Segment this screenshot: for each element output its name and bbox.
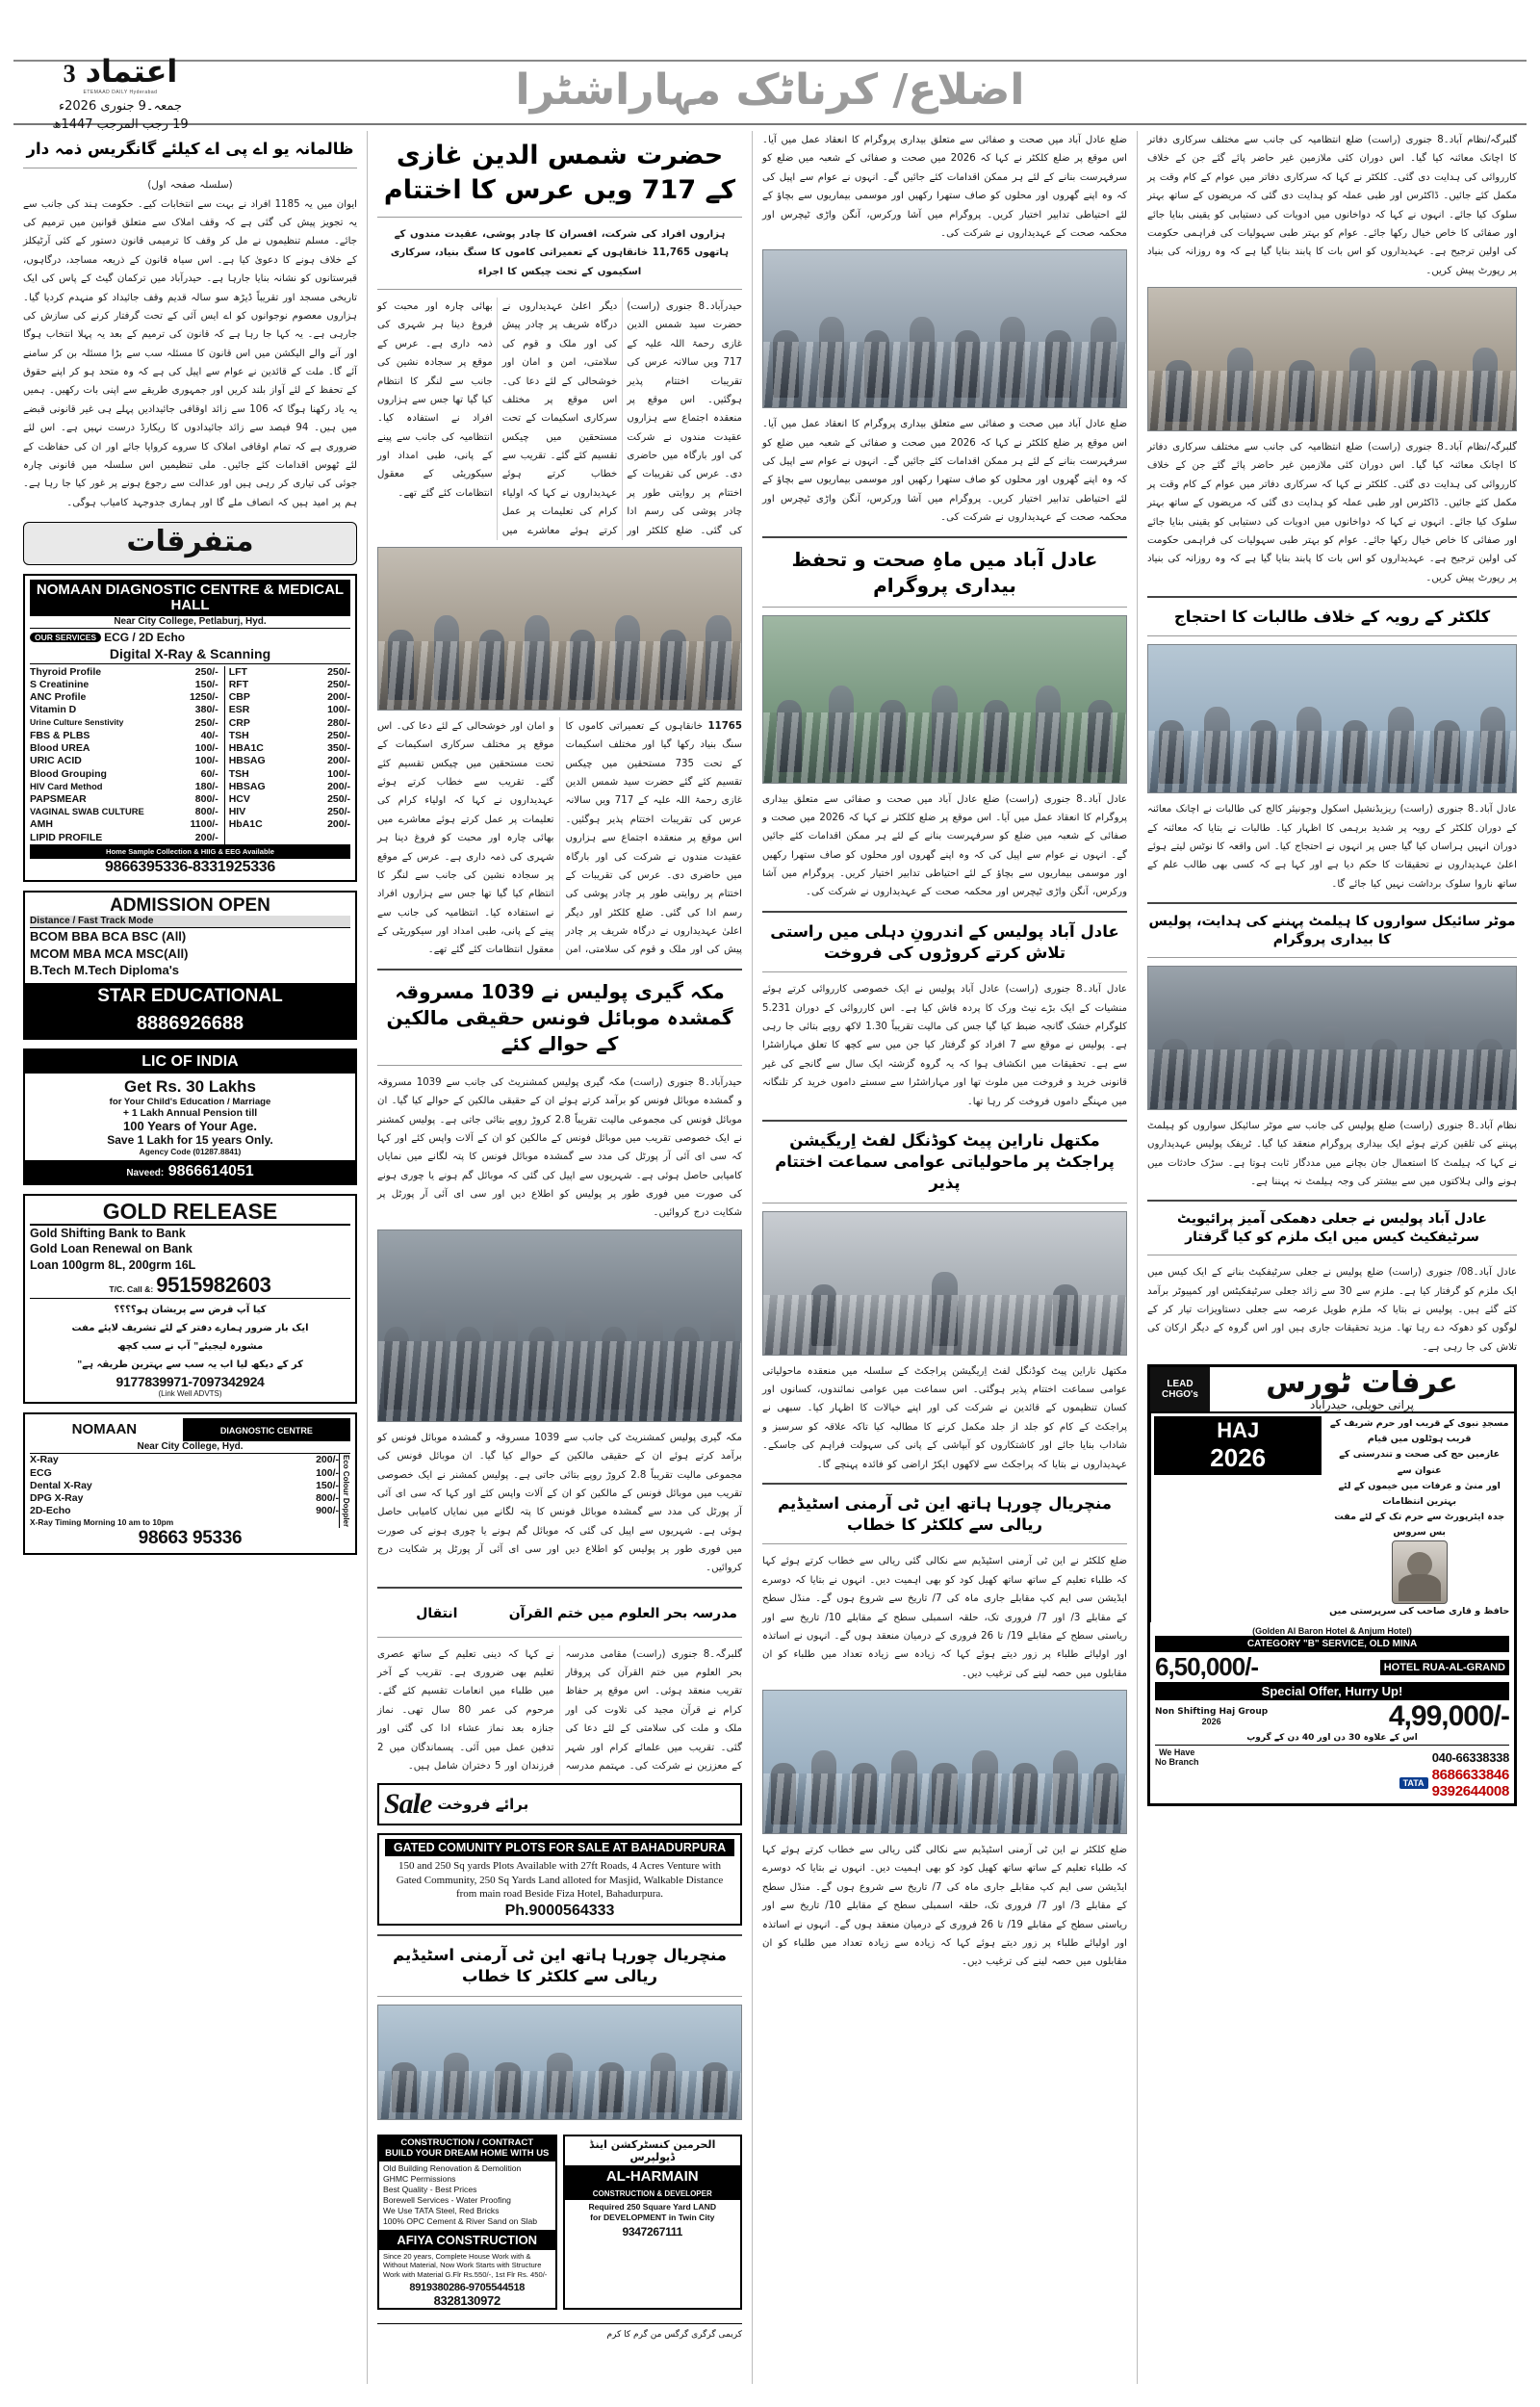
afiya-items [379,2161,555,2230]
tagline-5: حافظ و قاری صاحب کی سرپرستی میں [1329,1606,1510,1618]
nomaan-price-list-right [224,666,350,844]
dateline-urs: حیدرآباد۔8 جنوری (راست) [627,301,742,312]
subhead-urs: ہزاروں افراد کی شرکت، افسران کا چادر پوشی، عقیدت مندوں کے ہاتھوں 11,765 خانقاہوں کے تعمیراتی کاموں کا سنگ بنیاد، سرکاری اسکیموں کے تحت چیکس کا اجراء [390,228,730,277]
ad-gold-release[interactable] [23,1194,357,1404]
gold-title: GOLD RELEASE [30,1200,350,1226]
gold-agency: (Link Well ADVTS) [158,1389,222,1399]
p0v: 250/- [194,665,218,678]
column-center-left [368,131,753,2384]
arafat-brand-sub: پرانی حویلی، حیدرآباد [1310,1397,1414,1411]
collector-top-body: گلبرگہ/نظام آباد۔8 جنوری (راست) ضلع انتظامیہ کی جانب سے مختلف سرکاری دفاتر کا اچانک معائنہ کیا گیا۔ اس دوران کئی ملازمین غیر حاضر پائے گئے جن کے خلاف کارروائی کی ہدایت دی گئی۔ کلکٹر نے کہا کہ سرکاری دفاتر میں عوام کے کام وقت پر مکمل کئے جائیں۔ ڈاکٹرس اور طبی عملہ کو ہدایت دی گئی کہ مریضوں کے ساتھ بہتر سلوک کیا جائے۔ انہوں نے کہا کہ دواخانوں میں ادویات کی دستیابی کو یقینی بنایا جائے اور صفائی کا خاص خیال رکھا جائے۔ عوام کو بہتر طبی سہولیات کی فراہمی حکومت کی اولین ترجیح ہے۔ عہدیداروں کو اس بات کا پابند بنایا گیا ہے کہ وہ روزانہ کی بنیاد پر رپورٹ پیش کریں۔ [1147,135,1517,276]
hotel-line: (Golden Al Baron Hotel & Anjum Hotel) [1252,1626,1412,1637]
ad-gated-community[interactable] [377,1833,742,1926]
r10v: 250/- [327,792,350,805]
chgo-label: CHGO's [1162,1389,1198,1401]
gold-phone[interactable]: 9515982603 [156,1273,271,1298]
p2k: ANC Profile [30,691,87,704]
r5k: TSH [228,729,249,741]
r3v: 100/- [327,704,350,716]
p9k: HIV Card Method [30,780,103,791]
body-mini-stadium-cont: ضلع کلکٹر نے این ٹی آرمنی اسٹیڈیم سے نکالی گئی ریالی سے خطاب کرتے ہوئے کہا کہ طلباء تعلیم کے ساتھ ساتھ کھیل کود کو بھی اہمیت دیں۔ انہوں نے بتایا کہ دوسرے ایڈیشن سی ایم کپ مقابلے جاری ماہ کی 7/ تاریخ سے شروع ہوں گے۔ منڈل سطح کے مقابلے 3/ اور 7/ فروری تک، حلقہ اسمبلی سطح کے مقابلے 10/ تاریخ سے اور ریاستی سطح کے مقابلے 19/ تا 26 فروری کے درمیان منعقد ہوں گے۔ انہوں نے اساتذہ اور اولیائے طلباء پر زور دیتے ہوئے کہا کہ زیادہ سے زیادہ تعداد میں طلباء کو ان مقابلوں میں حصہ لینے کی ترغیب دیں۔ [762,1845,1127,1968]
arafat-lead-badge [1150,1367,1210,1411]
tagline-2: عازمین حج کی صحت و تندرستی کے عنوان سے [1339,1449,1501,1476]
divider [377,217,742,218]
column-center-right [753,131,1138,2384]
lic-line-2: for Your Child's Education / Marriage [109,1097,271,1108]
p10v: 800/- [194,792,218,805]
divider [377,969,742,971]
lic-line-1: Get Rs. 30 Lakhs [123,1077,256,1097]
headline-mini-stadium: منچریال چورہا ہاتھ این ٹی آرمنی اسٹیڈیم ریالی سے کلکٹر کا خطاب [778,1493,1112,1535]
arafat-brand [1210,1367,1514,1411]
divider [762,1203,1127,1204]
alharmain-sub: CONSTRUCTION & DEVELOPER [565,2187,741,2200]
divider [377,1637,742,1638]
p13k: LIPID PROFILE [30,831,103,843]
gold-urdu-1: کیا آپ قرض سے پریشان ہو؟؟؟؟ [114,1305,267,1316]
collector-top-body-cont: گلبرگہ/نظام آباد۔8 جنوری (راست) ضلع انتظامیہ کی جانب سے مختلف سرکاری دفاتر کا اچانک معائنہ کیا گیا۔ اس دوران کئی ملازمین غیر حاضر پائے گئے جن کے خلاف کارروائی کی ہدایت دی گئی۔ کلکٹر نے کہا کہ سرکاری دفاتر میں عوام کے کام وقت پر مکمل کئے جائیں۔ ڈاکٹرس اور طبی عملہ کو ہدایت دی گئی کہ مریضوں کے ساتھ بہتر سلوک کیا جائے۔ انہوں نے کہا کہ دواخانوں میں ادویات کی دستیابی کو یقینی بنایا جائے اور صفائی کا خاص خیال رکھا جائے۔ عوام کو بہتر طبی سہولیات کی فراہمی حکومت کی اولین ترجیح ہے۔ عہدیداروں کو اس بات کا پابند بنایا گیا ہے کہ وہ روزانہ کی بنیاد پر رپورٹ پیش کریں۔ [1147,442,1517,583]
photo-stadium-rally [762,1690,1127,1834]
n2-2k: Dental X-Ray [30,1479,92,1491]
alharmain-req2: for DEVELOPMENT in Twin City [590,2213,715,2223]
ad-nomaan-diagnostic-main[interactable] [23,574,357,882]
urs-stat-text: خانقاہوں کے تعمیراتی کاموں کا سنگ بنیاد رکھا گیا اور مختلف اسکیمات کے تحت 735 مستحقین میں چیکس تقسیم کئے گئے [565,720,742,788]
divider [762,536,1127,538]
body-urs-top [377,298,742,540]
arafat-phone-3[interactable]: 9392644008 [1431,1783,1509,1800]
nomaan-address: Near City College, Petlaburj, Hyd. [30,616,350,629]
alharmain-req: Required 250 Square Yard LAND [588,2201,717,2212]
arafat-year: 2026 [1201,1717,1221,1727]
admission-mode: Distance / Fast Track Mode [30,916,350,928]
headline-collector-protest: کلکٹر کے رویہ کے خلاف طالبات کا احتجاج [1173,608,1491,626]
p6k: Blood UREA [30,742,90,755]
afiya-phone-2[interactable]: 8328130972 [433,2293,500,2309]
masthead-rule [13,60,1527,62]
date-hijri: 19 رجب المرجب 1447ھ [52,117,189,132]
p6v: 100/- [194,742,218,755]
divider [1147,596,1517,598]
arafat-header [1150,1367,1514,1413]
hotel-2: HOTEL RUA-AL-GRAND [1380,1660,1509,1675]
n2-1v: 100/- [316,1466,339,1479]
n2-3v: 800/- [316,1492,339,1504]
afiya-brand-sub: Since 20 years, Complete House Work with & Without Material, Now Work Starts with Structure Work with Material G.Flr Rs.550/-, 1st Flr Rs. 450/- [383,2251,548,2280]
r9v: 200/- [327,780,350,792]
p8v: 60/- [200,767,218,780]
branch-line-1: We Have [1159,1747,1195,1758]
gold-line-1: Gold Shifting Bank to Bank [30,1226,186,1240]
afiya-item-5: 100% OPC Cement & River Sand on Slab [383,2216,538,2227]
dateline-ganja: عادل آباد۔8 جنوری (راست) [1005,984,1127,996]
photo-office-inspection [1147,287,1517,431]
nomaan2-phone[interactable]: 98663 95336 [138,1528,243,1549]
headline-awareness: عادل آباد میں ماہِ صحت و تحفظ بیداری پروگرام [791,547,1098,597]
price-main: 6,50,000/- [1155,1652,1259,1682]
obituary-heading: انتقال [416,1605,458,1621]
nomaan2-side-text: Eco Colour Doppler [339,1454,350,1528]
body-urs-cont [377,717,742,960]
n2-4v: 900/- [316,1505,339,1517]
photo-awareness-program [762,615,1127,784]
gated-body: 150 and 250 Sq yards Plots Available with 27ft Roads, 4 Acres Venture with Gated Community, 250 Sq Yards Land alloted for Masjid, Walkable Distance from main road Beside Fiza Hotel, Bahadurpura. [396,1860,724,1900]
body-helmet-awareness: نظام آباد۔8 جنوری (راست) ضلع پولیس کی جانب سے موٹر سائیکل سواروں کو ہیلمٹ پہننے کی تلقین کرتے ہوئے ایک بیداری پروگرام منعقد کیا گیا۔ ٹریفک پولیس عہدیداروں نے کہا کہ ہیلمٹ کا استعمال جان بچانے میں مددگار ثابت ہوتا ہے۔ سڑک حادثات میں ہونے والی ہلاکتوں میں سے بیشتر کی وجہ ہیلمٹ نہ پہننا ہے۔ [1147,1120,1517,1188]
intro-election-body-2: ضلع عادل آباد میں صحت و صفائی سے متعلق بیداری پروگرام کا انعقاد عمل میں آیا۔ اس موقع پر ضلع کلکٹر نے کہا کہ 2026 میں صحت و صفائی کے شعبہ میں ضلع کو سرفہرست بنانے کے لئے ہر ممکن اقدامات کئے جائیں گے۔ انہوں نے عوام سے اپیل کی کہ وہ اپنے گھروں اور محلوں کو صاف ستھرا رکھیں اور موسمی بیماریوں سے بچاؤ کے لئے احتیاطی تدابیر اختیار کریں۔ پروگرام میں آشا ورکرس، آنگن واڑی ٹیچرس اور محکمہ صحت کے عہدیداروں نے شرکت کی۔ [762,419,1127,524]
construction-ads-row [377,2127,742,2317]
r5v: 250/- [327,729,350,741]
afiya-item-4: We Use TATA Steel, Red Bricks [383,2206,500,2216]
headline-police-mobiles: مکہ گیری پولیس نے 1039 مسروقہ گمشدہ موبائل فونس حقیقی مالکین کے حوالے کئے [386,979,733,1055]
r11v: 250/- [327,806,350,818]
nomaan2-title2-text: DIAGNOSTIC CENTRE [219,1426,313,1436]
big-price: 4,99,000/- [1388,1700,1509,1733]
text-urs: حضرت سید شمس الدین غازی رحمۃ اللہ علیہ کے 717 ویں سالانہ عرس کی تقریبات اختتام پذیر ہوگئیں۔ اس موقع پر منعقدہ اجتماع سے ہزاروں عقیدت مندوں نے شرکت کی اور بارگاہ میں حاضری دی۔ عرس کی تقریبات کے اختتام پر روایتی طور پر چادر پوشی کی رسم ادا کی گئی۔ ضلع کلکٹر اور دیگر اعلیٰ عہدیداروں نے درگاہ شریف پر چادر پیش کی اور ملک و قوم کی سلامتی، امن و امان اور خوشحالی کے لئے دعا کی۔ اس موقع پر مختلف سرکاری اسکیمات کے تحت مستحقین میں چیکس تقسیم کئے گئے۔ تقریب سے خطاب کرتے ہوئے عہدیداروں نے کہا کہ اولیاء کرام کی تعلیمات پر عمل کرتے ہوئے معاشرے میں بھائی چارہ اور محبت کو فروغ دینا ہر شہری کی ذمہ داری ہے۔ عرس کے موقع پر سجادہ نشین کی جانب سے لنگر کا انتظام کیا گیا تھا جس سے ہزاروں افراد نے استفادہ کیا۔ انتظامیہ کی جانب سے پینے کے پانی، طبی امداد اور سیکوریٹی کے معقول انتظامات کئے گئے تھے۔ [377,301,742,536]
body-waqf-protest: ایوان میں یہ 1185 افراد نے بہت سے انتخابات کیے۔ حکومت ہند کی جانب سے یہ تجویز پیش کی گئی ہے کہ وقف املاک سے متعلق قوانین میں ترمیم کی جائے۔ مسلم تنظیموں نے مل کر وقف کا ترمیمی قانون دستور کے کئی آرٹیکلز کے خلاف ہونے کا دعویٰ کیا ہے۔ اس سیاہ قانون کے ذریعہ مساجد، درگاہوں، قبرستانوں کو نشانہ بنایا جارہا ہے۔ حیدرآباد میں ترکمان گیٹ کے پاس کی ایک تاریخی مسجد اور تقریباً ڈیڑھ سو سالہ قدیم وقف جائیداد کو منہدم کردیا گیا۔ ہزاروں معصوم نوجوانوں کو اے ایس آئی کے تحت گرفتار کرنے کی سازش کی جارہی ہے۔ یہ کہا جا رہا ہے کہ قانون کی ترمیم کے بعد یہ پہلا انتخاب ہوگا اور آنے والے الیکشن میں اس قانون کا مسئلہ سب سے بڑا مسئلہ بن کر سامنے آئے گا۔ ملت کے قائدین نے عوام سے اپیل کی ہے کہ وہ متحد ہو کر اپنے حقوق کے تحفظ کے لئے آواز بلند کریں اور جمہوری طریقے سے اپنی بات رکھیں۔ ہمیں یہ یاد رکھنا ہوگا کہ 106 سے زائد اوقافی جائیدادیں پہلے ہی غیر قانونی قبضے میں ہیں۔ 94 فیصد سے زائد جائیدادوں کا ریکارڈ درست نہیں ہے۔ اس لئے ضروری ہے کہ تمام اوقافی املاک کا سروے کروایا جائے اور ان کی حفاظت کے لئے ٹھوس اقدامات کئے جائیں۔ ملی تنظیمیں اس سلسلہ میں قانونی چارہ جوئی کی تیاری کر رہی ہیں اور عدالت سے رجوع ہونے پر غور کیا جا رہا ہے۔ ہم پر امید ہیں کہ انصاف ملے گا اور ہماری جدوجہد کامیاب ہوگی۔ [23,198,358,508]
photo-public-hearing [762,1211,1127,1356]
nomaan-title: NOMAAN DIAGNOSTIC CENTRE & MEDICAL HALL [30,580,350,616]
headline-fake-certificate: عادل آباد پولیس نے جعلی دھمکی آمیز پرائیویٹ سرٹیفکیٹ کیس میں ایک ملزم کو کیا گرفتار [1177,1211,1487,1246]
nonshifting-label: Non Shifting Haj Group [1155,1707,1269,1718]
p7k: URIC ACID [30,755,82,767]
p11v: 800/- [194,806,218,818]
body-police-mobiles-cont: مکہ گیری پولیس کمشنریٹ کی جانب سے 1039 مسروقہ و گمشدہ موبائل فونس کو برآمد کرتے ہوئے ان کے حقیقی مالکین کے حوالے کیا گیا۔ ان موبائل فونس کی مجموعی مالیت تقریباً 2.8 کروڑ روپے بتائی جاتی ہے۔ پولیس کمشنر نے ایک خصوصی تقریب میں موبائل فونس کے مالکین کو ان کے آلات واپس کئے اور کہا کہ سی ای آئی آر پورٹل کی مدد سے گمشدہ موبائل فونس کا پتہ لگانے میں نمایاں کامیابی حاصل ہوئی ہے۔ شہریوں سے اپیل کی گئی کہ موبائل گم ہونے یا چوری ہونے کی صورت میں فوری طور پر پولیس کو اطلاع دیں اور سی ای آئی آر پورٹل پر شکایت درج کروائیں۔ [377,1432,743,1574]
body-police-mobiles [377,1074,742,1223]
body-awareness [762,790,1127,902]
admission-brand: STAR EDUCATIONAL [25,983,355,1010]
afiya-phone-1[interactable]: 8919380286-9705544518 [409,2282,526,2294]
text-urs-2: حضرت سید شمس الدین غازی رحمۃ اللہ علیہ کے 717 ویں سالانہ عرس کی تقریبات اختتام پذیر ہوگئیں۔ اس موقع پر منعقدہ اجتماع سے ہزاروں عقیدت مندوں نے شرکت کی اور بارگاہ میں حاضری دی۔ عرس کی تقریبات کے اختتام پر روایتی طور پر چادر پوشی کی رسم ادا کی گئی۔ ضلع کلکٹر اور دیگر اعلیٰ عہدیداروں نے درگاہ شریف پر چادر پیش کی اور ملک و قوم کی سلامتی، امن و امان اور خوشحالی کے لئے دعا کی۔ اس موقع پر مختلف سرکاری اسکیمات کے تحت مستحقین میں چیکس تقسیم کئے گئے۔ تقریب سے خطاب کرتے ہوئے عہدیداروں نے کہا کہ اولیاء کرام کی تعلیمات پر عمل کرتے ہوئے معاشرے میں بھائی چارہ اور محبت کو فروغ دینا ہر شہری کی ذمہ داری ہے۔ عرس کے موقع پر سجادہ نشین کی جانب سے لنگر کا انتظام کیا گیا تھا جس سے ہزاروں افراد نے استفادہ کیا۔ انتظامیہ کی جانب سے پینے کے پانی، طبی امداد اور سیکوریٹی کے معقول انتظامات کئے گئے تھے۔ [377,720,742,956]
p12k: AMH [30,818,53,831]
p13v: 200/- [194,831,218,843]
r2k: CBP [228,691,250,704]
category-label: CATEGORY "B" SERVICE, OLD MINA [1155,1636,1509,1652]
p8k: Blood Grouping [30,767,107,780]
lic-phone[interactable]: 9866614051 [167,1163,254,1180]
r11k: HIV [228,806,246,818]
lic-line-3: + 1 Lakh Annual Pension till [122,1107,258,1120]
lic-title: LIC OF INDIA [25,1050,355,1074]
dateline-police: حیدرآباد۔8 جنوری (راست) [629,1076,742,1088]
publication-logo: اعتماد [85,53,178,90]
body-lift-irrigation: مکتھل ناراین پیٹ کوڈنگل لفٹ اِریگیشن پراجکٹ کے سلسلہ میں منعقدہ ماحولیاتی عوامی سماعت اختتام پذیر ہوگئی۔ اس سماعت میں عوامی نمائندوں، کسانوں اور کسان تنظیموں کے قائدین نے شرکت کی اور اپنے خیالات کا اظہار کیا۔ سبھی نے پراجکٹ کے کام کو جلد از جلد مکمل کرنے کا مطالبہ کیا تاکہ علاقہ کو سرسبز و شاداب بنایا جائے اور کاشتکاروں کو آبپاشی کے پانی کی سہولت فراہم کی جاسکے۔ عہدیداروں نے بتایا کہ پراجکٹ سے لاکھوں ایکڑ اراضی کو فائدہ پہنچے گا۔ [762,1365,1127,1470]
alharmain-urdu: الحرمین کنسٹرکشن اینڈ ڈیولپرس [589,2137,716,2163]
masthead [13,17,1527,132]
text-police: مکہ گیری پولیس کمشنریٹ کی جانب سے 1039 مسروقہ و گمشدہ موبائل فونس کو برآمد کرتے ہوئے ان کے حقیقی مالکین کے حوالے کیا گیا۔ ان موبائل فونس کی مجموعی مالیت تقریباً 2.8 کروڑ روپے بتائی جاتی ہے۔ پولیس کمشنر نے ایک خصوصی تقریب میں موبائل فونس کے مالکین کو ان کے آلات واپس کئے اور کہا کہ سی ای آئی آر پورٹل کی مدد سے گمشدہ موبائل فونس کا پتہ لگانے میں نمایاں کامیابی حاصل ہوئی ہے۔ شہریوں سے اپیل کی گئی کہ موبائل گم ہونے یا چوری ہونے کی صورت میں فوری طور پر پولیس کو اطلاع دیں اور سی ای آئی آر پورٹل پر شکایت درج کروائیں۔ [377,1076,742,1219]
r7k: HBSAG [228,755,266,767]
sale-urdu: برائے فروخت [437,1795,529,1813]
gated-phone[interactable]: Ph.9000564333 [504,1902,615,1920]
ad-lic-of-india[interactable] [23,1048,357,1185]
gold-line-2: Gold Loan Renewal on Bank [30,1242,192,1256]
headline-waqf-protest: ظالمانہ یو اے پی اے کیلئے گانگریس ذمہ دار [26,140,354,158]
p10k: PAPSMEAR [30,792,87,805]
gold-urdu-3: مشورہ لیجیئے" آپ نے سب کچھ [116,1341,264,1353]
r9k: HBSAG [228,780,266,792]
special-offer: Special Offer, Hurry Up! [1155,1682,1509,1700]
arafat-phone-main[interactable]: 040-66338338 [1431,1749,1509,1765]
text-awareness: ضلع عادل آباد میں صحت و صفائی سے متعلق بیداری پروگرام کا انعقاد عمل میں آیا۔ اس موقع پر ضلع کلکٹر نے کہا کہ 2026 میں صحت و صفائی کے شعبہ میں ضلع کو سرفہرست بنانے کے لئے ہر ممکن اقدامات کئے جائیں گے۔ انہوں نے عوام سے اپیل کی کہ وہ اپنے گھروں اور محلوں کو صاف ستھرا رکھیں اور موسمی بیماریوں سے بچاؤ کے لئے احتیاطی تدابیر اختیار کریں۔ پروگرام میں آشا ورکرس، آنگن واڑی ٹیچرس اور محکمہ صحت کے عہدیداروں نے شرکت کی۔ [762,793,1127,898]
lic-line-5: Save 1 Lakh for 15 years Only. [107,1133,273,1148]
headline-urs: حضرت شمس الدین غازی کے 717 ویں عرس کا اختتام [383,141,736,206]
p3v: 380/- [194,704,218,716]
admission-title: ADMISSION OPEN [110,894,270,916]
p0k: Thyroid Profile [30,665,102,678]
divider [1147,635,1517,636]
divider [377,1996,742,1997]
p11k: VAGINAL SWAB CULTURE [30,806,144,817]
photo-students-protest [1147,644,1517,793]
admission-phone[interactable]: 8886926688 [25,1010,355,1038]
p1v: 150/- [194,679,218,691]
afiya-item-2: Best Quality - Best Prices [383,2184,477,2194]
body-mini-stadium: ضلع کلکٹر نے این ٹی آرمنی اسٹیڈیم سے نکالی گئی ریالی سے خطاب کرتے ہوئے کہا کہ طلباء تعلیم کے ساتھ ساتھ کھیل کود کو بھی اہمیت دیں۔ انہوں نے بتایا کہ دوسرے ایڈیشن سی ایم کپ مقابلے جاری ماہ کی 7/ تاریخ سے شروع ہوں گے۔ منڈل سطح کے مقابلے 3/ اور 7/ فروری تک، حلقہ اسمبلی سطح کے مقابلے 10/ تاریخ سے اور ریاستی سطح کے مقابلے 19/ تا 26 فروری کے درمیان منعقد ہوں گے۔ انہوں نے اساتذہ اور اولیائے طلباء پر زور دیتے ہوئے کہا کہ زیادہ سے زیادہ تعداد میں طلباء کو ان مقابلوں میں حصہ لینے کی ترغیب دیں۔ [762,1556,1127,1679]
photo-police-helmet [1147,966,1517,1110]
tagline-1: مسجدِ نبوی کے قریب اور حرم شریف کے قریب ہوٹلوں میں قیام [1329,1418,1509,1445]
haj-year: 2026 [1210,1443,1267,1473]
nomaan2-address: Near City College, Hyd. [30,1441,350,1454]
divider [1147,1200,1517,1202]
afiya-head-line: CONSTRUCTION / CONTRACT [400,2136,534,2148]
arafat-body [1150,1413,1514,1622]
gold-phone-2[interactable]: 9177839971-7097342924 [116,1374,265,1390]
urs-stat-number: 11765 [707,720,742,732]
n2-0v: 200/- [316,1454,339,1466]
divider [762,1543,1127,1544]
text-obituary: مقامی مدرسہ بحر العلوم میں ختم القرآن کی پروقار تقریب منعقد ہوئی۔ اس موقع پر حفاظ کرام نے قرآن مجید کی تلاوت کی اور ملک و ملت کی سلامتی کے لئے دعا کی گئی۔ تقریب میں علمائے کرام اور شہر کے معززین نے شرکت کی۔ مہتمم مدرسہ نے کہا کہ دینی تعلیم کے ساتھ عصری تعلیم بھی ضروری ہے۔ تقریب کے آخر میں طلباء میں انعامات تقسیم کئے گئے۔ مرحوم کی عمر 80 سال تھی۔ نماز جنازہ بعد نماز عشاء ادا کی گئی اور تدفین عمل میں آئی۔ پسماندگان میں 2 فرزندان اور 5 دختران شامل ہیں۔ [377,1648,742,1772]
misc-ads-heading: متفرقات [23,522,357,565]
lic-contact-name: Naveed: [126,1168,165,1179]
page-grid [13,131,1527,2384]
gold-call-label: T/C. Call &: [109,1284,154,1295]
n2-3k: DPG X-Ray [30,1492,84,1504]
dateline-awareness: عادل آباد۔8 جنوری (راست) [1005,793,1127,805]
sale-word: Sale [384,1788,432,1821]
ad-sale[interactable] [377,1783,742,1825]
gold-urdu-2: ایک بار ضرور ہمارے دفتر کے لئے تشریف لایئے مفت [71,1323,309,1334]
body-collector-protest: عادل آباد۔8 جنوری (راست) ریزیڈنشیل اسکول وجونیئر کالج کی طالبات نے اچانک معائنہ کے دوران کلکٹر کے رویہ پر شدید برہمی کا اظہار کیا۔ طالبات نے بتایا کہ معائنہ کے دوران انہیں ہراساں کیا گیا جس پر انہوں نے احتجاج کیا۔ اس واقعہ کا نوٹس لیتے ہوئے اعلیٰ عہدیداروں نے تحقیقات کا حکم دیا ہے اور کہا ہے کہ کسی بھی طالب علم کے ساتھ ناروا سلوک برداشت نہیں کیا جائے گا۔ [1147,804,1517,890]
afiya-brand: AFIYA CONSTRUCTION [379,2230,555,2250]
divider [762,971,1127,972]
photo-urs-ceremony [377,547,742,711]
nomaan2-title: NOMAAN [71,1421,138,1438]
p12v: 1100/- [190,818,218,831]
services-badge: OUR SERVICES [30,633,101,642]
arafat-urdu-note: اس کے علاوہ 30 دن اور 40 دن کے گروپ [1246,1733,1418,1744]
gated-title: GATED COMUNITY PLOTS FOR SALE AT BAHADURPURA [385,1839,734,1856]
r1k: RFT [228,679,249,691]
r4k: CRP [228,716,250,729]
column-right [1138,131,1527,2384]
p9v: 180/- [194,780,218,792]
tata-logo: TATA [1399,1777,1428,1789]
divider [762,607,1127,608]
arafat-pricing [1150,1622,1514,1803]
p4v: 250/- [194,716,218,729]
p1k: S Creatinine [30,679,90,691]
body-fake-certificate: عادل آباد۔08/ جنوری (راست) ضلع پولیس نے جعلی سرٹیفکیٹ بنانے کے ایک کیس میں ایک ملزم کو گرفتار کیا ہے۔ ملزم سے 30 سے زائد جعلی سرٹیفکیٹس اور کمپیوٹر برآمد کئے گئے ہیں۔ پولیس نے بتایا کہ ملزم طویل عرصہ سے جعلی دستاویزات تیار کر کے لوگوں کو دھوکہ دے رہا تھا۔ مزید تحقیقات جاری ہیں اور اس گروہ کے دیگر ارکان کی تلاش کی جا رہی ہے۔ [1147,1267,1517,1353]
afiya-head [379,2136,555,2161]
waqf-subhead: (سلسلہ صفحہ اول) [147,180,233,192]
p5k: FBS & PLBS [30,729,90,741]
afiya-item-0: Old Building Renovation & Demolition [383,2162,522,2173]
body-ganja-seizure [762,980,1127,1111]
headline-lift-irrigation: مکتھل ناراین پیٹ کوڈنگل لفٹ اِریگیشن پراجکٹ پر ماحولیاتی عوامی سماعت اختتام پذیر [775,1130,1115,1193]
nomaan-services-2: Digital X-Ray & Scanning [109,645,271,661]
branch-line-2: No Branch [1155,1757,1199,1768]
arafat-taglines [1324,1413,1514,1622]
r2v: 200/- [327,691,350,704]
r6v: 350/- [327,742,350,755]
afiya-item-1: GHMC Permissions [383,2173,456,2184]
column-left [13,131,368,2384]
admission-line-3: MCOM MBA MCA MSC(All) [30,945,189,961]
photo-election-officials [762,249,1127,408]
n2-4k: 2D-Echo [30,1505,71,1517]
arafat-brand-name: عرفات ٹورس [1266,1366,1458,1401]
p7v: 100/- [194,755,218,767]
divider [762,1120,1127,1122]
avatar [1392,1540,1448,1604]
admission-line-2: BCOM BBA BCA BSC (All) [30,929,187,945]
r8k: TSH [228,767,249,780]
lic-agency: Agency Code (01287.8841) [139,1147,242,1157]
headline-helmet-awareness: موٹر سائیکل سواروں کا ہیلمٹ پہننے کی ہدایت، پولیس کا بیداری پروگرام [1148,914,1516,948]
obituary-block [377,1597,742,1629]
divider [1147,902,1517,904]
arafat-left [1150,1413,1324,1622]
page-footer-note: کریمی گرگری گرگس من گرم کا کرم [377,2323,742,2342]
r0v: 250/- [327,665,350,678]
alharmain-phone[interactable]: 9347267111 [622,2225,682,2239]
lic-line-4: 100 Years of Your Age. [123,1119,257,1134]
ad-afiya-construction[interactable] [377,2135,557,2310]
gold-urdu-4: کر کے دیکھ لیا اب یہ سب سے بہترین طریقہ ہے" [77,1359,303,1371]
photo-stadium-crowd [377,2005,742,2120]
r1v: 250/- [327,679,350,691]
admission-line-4: B.Tech M.Tech Diploma's [30,963,180,978]
haj-label [1154,1416,1322,1475]
gold-line-3: Loan 100grm 8L, 200grm 16L [30,1257,196,1272]
n2-1k: ECG [30,1466,52,1479]
khatm-quran-heading: مدرسہ بحر العلوم میں ختم القرآن [508,1605,737,1621]
headline-stadium-khatab: منچریال چورہا ہاتھ این ٹی آرمنی اسٹیڈیم ریالی سے کلکٹر کا خطاب [393,1946,727,1986]
r7v: 200/- [327,755,350,767]
photo-police-mobiles [377,1229,742,1422]
tagline-4: جدہ ایئرپورٹ سے حرم تک کے لئے مفت بس سروس [1334,1512,1505,1539]
headline-ganja-seizure: عادل آباد پولیس کے اندرونِ دہلی میں راستی تلاش کرتے کروڑوں کی فروخت [770,921,1119,963]
arafat-phone-2[interactable]: 8686633846 [1431,1767,1509,1784]
divider [377,1065,742,1066]
divider [377,1934,742,1936]
r8v: 100/- [327,767,350,780]
nomaan-footer-note: Home Sample Collection & HIIG & EEG Available [30,844,350,859]
n2-5k: X-Ray Timing Morning 10 am to 10pm [30,1517,174,1528]
p2v: 1250/- [189,691,218,704]
text-ganja: عادل آباد پولیس نے ایک خصوصی کارروائی کرتے ہوئے منشیات کے ایک بڑے نیٹ ورک کا پردہ فاش کیا ہے۔ اس کارروائی کے دوران 5.231 کلوگرام خشک گانجہ ضبط کیا گیا جس کی مالیت تقریباً 1.30 لاکھ روپے بتائی جا رہی ہے۔ پولیس نے موقع سے 7 افراد کو گرفتار کیا جن میں سے کچھ کا تعلق مہاراشٹرا سے ہے۔ تحقیقات میں انکشاف ہوا کہ یہ گروہ گزشتہ ایک سال سے گانجے کی غیر قانونی خرید و فروخت میں ملوث تھا اور مہاراشٹرا سے سستے داموں خرید کر تلنگانہ میں مہنگے داموں فروخت کر رہا تھا۔ [762,984,1128,1107]
nomaan2-title-2 [183,1418,350,1441]
date-gregorian: جمعہ۔9 جنوری 2026ء [59,99,182,114]
divider [762,911,1127,913]
ad-arafat-tours[interactable] [1147,1364,1517,1806]
publication-subtitle: ETEMAAD DAILY Hyderabad [83,90,158,95]
afiya-item-3: Borewell Services - Water Proofing [383,2195,511,2206]
alharmain-brand: AL-HARMAIN [565,2165,741,2187]
nomaan-phone[interactable]: 9866395336-8331925336 [105,858,275,875]
r10k: HCV [228,792,250,805]
r0k: LFT [228,665,247,678]
r12k: HbA1C [228,818,263,831]
divider [377,1587,742,1589]
p4k: Urine Culture Senstivity [30,716,124,727]
divider [762,1483,1127,1485]
section-title: اضلاع/ کرناٹک مہاراشٹرا [515,65,1025,115]
body-obituary [377,1645,742,1776]
ad-nomaan-diagnostic-small[interactable] [23,1412,357,1555]
r12v: 200/- [327,818,350,831]
nomaan-services: ECG / 2D Echo [104,630,186,644]
divider [377,289,742,290]
p5v: 40/- [200,729,218,741]
p3k: Vitamin D [30,704,77,716]
lead-label: LEAD [1167,1379,1194,1390]
haj-word: HAJ [1217,1418,1260,1443]
r4v: 280/- [327,716,350,729]
nomaan-price-list-left [30,666,218,844]
ad-alharmain[interactable] [563,2135,743,2310]
intro-election-body: ضلع عادل آباد میں صحت و صفائی سے متعلق بیداری پروگرام کا انعقاد عمل میں آیا۔ اس موقع پر ضلع کلکٹر نے کہا کہ 2026 میں صحت و صفائی کے شعبہ میں ضلع کو سرفہرست بنانے کے لئے ہر ممکن اقدامات کئے جائیں گے۔ انہوں نے عوام سے اپیل کی کہ وہ اپنے گھروں اور محلوں کو صاف ستھرا رکھیں اور موسمی بیماریوں سے بچاؤ کے لئے احتیاطی تدابیر اختیار کریں۔ پروگرام میں آشا ورکرس، آنگن واڑی ٹیچرس اور محکمہ صحت کے عہدیداروں نے شرکت کی۔ [762,135,1127,239]
divider [1147,957,1517,958]
page-number: 3 [63,60,76,88]
n2-0k: X-Ray [30,1454,59,1466]
n2-2v: 150/- [316,1479,339,1491]
r3k: ESR [228,704,250,716]
afiya-sub-line: BUILD YOUR DREAM HOME WITH US [385,2147,550,2159]
r6k: HBA1C [228,742,264,755]
tagline-3: اور منیٰ و عرفات میں خیموں کے لئے بہترین انتظامات [1338,1480,1501,1507]
ad-admission-open[interactable] [23,891,357,1040]
dateline-obituary: گلبرگہ۔8 جنوری (راست) [632,1648,742,1660]
